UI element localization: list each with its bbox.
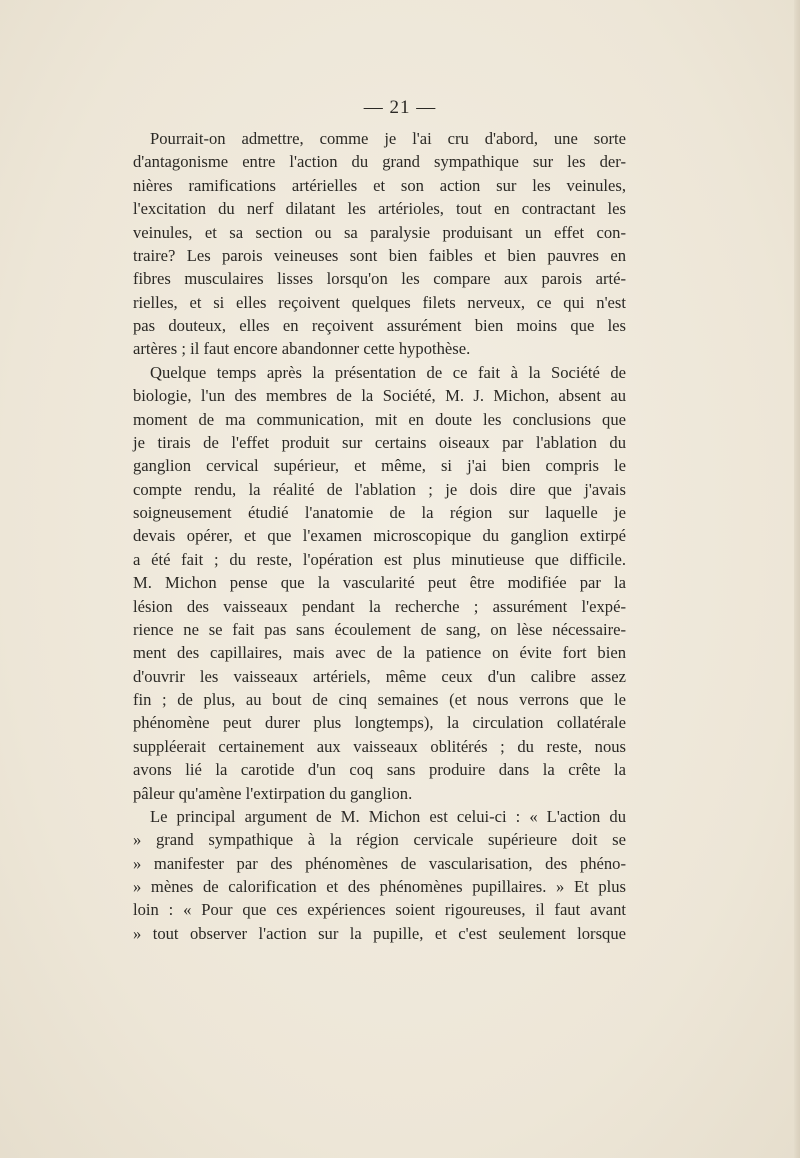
text-line: compte rendu, la réalité de l'ablation ; je dois dire que j'avais: [133, 479, 626, 499]
text-line: loin : « Pour que ces expériences soient rigoureuses, il faut avant: [133, 900, 626, 920]
text-line: artères ; il faut encore abandonner cette hypothèse.: [133, 339, 471, 359]
text-line: veinules, et sa section ou sa paralysie produisant un effet con-: [133, 222, 626, 242]
text-line: fin ; de plus, au bout de cinq semaines (et nous verrons que le: [133, 690, 626, 709]
text-line: devais opérer, et que l'examen microscopique du ganglion extirpé: [133, 526, 626, 546]
text-line: je tirais de l'effet produit sur certains oiseaux par l'ablation du: [133, 432, 626, 452]
text-line: biologie, l'un des membres de la Société, M. J. Michon, absent au: [133, 386, 626, 406]
text-line: Pourrait-on admettre, comme je l'ai cru d'abord, une sorte: [150, 129, 626, 148]
text-line: Le principal argument de M. Michon est celui-ci : « L'action du: [150, 806, 626, 826]
text-line: » tout observer l'action sur la pupille, et c'est seulement lorsque: [133, 923, 626, 943]
text-line: ganglion cervical supérieur, et même, si j'ai bien compris le: [133, 456, 626, 476]
text-line: phénomène peut durer plus longtemps), la circulation collatérale: [133, 713, 626, 733]
text-line: lésion des vaisseaux pendant la recherche ; assurément l'expé-: [133, 596, 626, 616]
text-line: » manifester par des phénomènes de vascularisation, des phéno-: [133, 853, 626, 873]
text-line: d'antagonisme entre l'action du grand sympathique sur les der-: [133, 152, 626, 172]
text-line: Quelque temps après la présentation de ce fait à la Société de: [150, 362, 626, 382]
text-line: avons lié la carotide d'un coq sans produire dans la crête la: [133, 760, 626, 780]
text-line: M. Michon pense que la vascularité peut être modifiée par la: [133, 573, 626, 593]
body-text: [133, 127, 626, 945]
text-line: l'excitation du nerf dilatant les artérioles, tout en contractant les: [133, 199, 626, 219]
text-line: nières ramifications artérielles et son action sur les veinules,: [133, 175, 626, 195]
page-number: — 21 —: [363, 97, 437, 118]
text-line: fibres musculaires lisses lorsqu'on les compare aux parois arté-: [133, 269, 626, 289]
text-line: » grand sympathique à la région cervicale supérieure doit se: [133, 830, 626, 850]
text-line: rielles, et si elles reçoivent quelques filets nerveux, ce qui n'est: [133, 292, 626, 312]
text-line: soigneusement étudié l'anatomie de la région sur laquelle je: [133, 503, 626, 522]
text-line: rience ne se fait pas sans écoulement de sang, on lèse nécessaire-: [133, 619, 626, 639]
text-line: suppléerait certainement aux vaisseaux oblitérés ; du reste, nous: [133, 736, 626, 756]
text-line: pâleur qu'amène l'extirpation du ganglion.: [133, 783, 413, 803]
text-line: a été fait ; du reste, l'opération est plus minutieuse que difficile.: [133, 549, 626, 569]
text-line: » mènes de calorification et des phénomènes pupillaires. » Et plus: [133, 877, 626, 896]
page-edge: [794, 0, 800, 1158]
text-line: traire? Les parois veineuses sont bien faibles et bien pauvres en: [133, 245, 626, 265]
text-line: moment de ma communication, mit en doute les conclusions que: [133, 409, 626, 429]
text-line: d'ouvrir les vaisseaux artériels, même ceux d'un calibre assez: [133, 666, 626, 686]
text-line: pas douteux, elles en reçoivent assurément bien moins que les: [133, 316, 626, 335]
text-line: ment des capillaires, mais avec de la patience on évite fort bien: [133, 643, 626, 663]
